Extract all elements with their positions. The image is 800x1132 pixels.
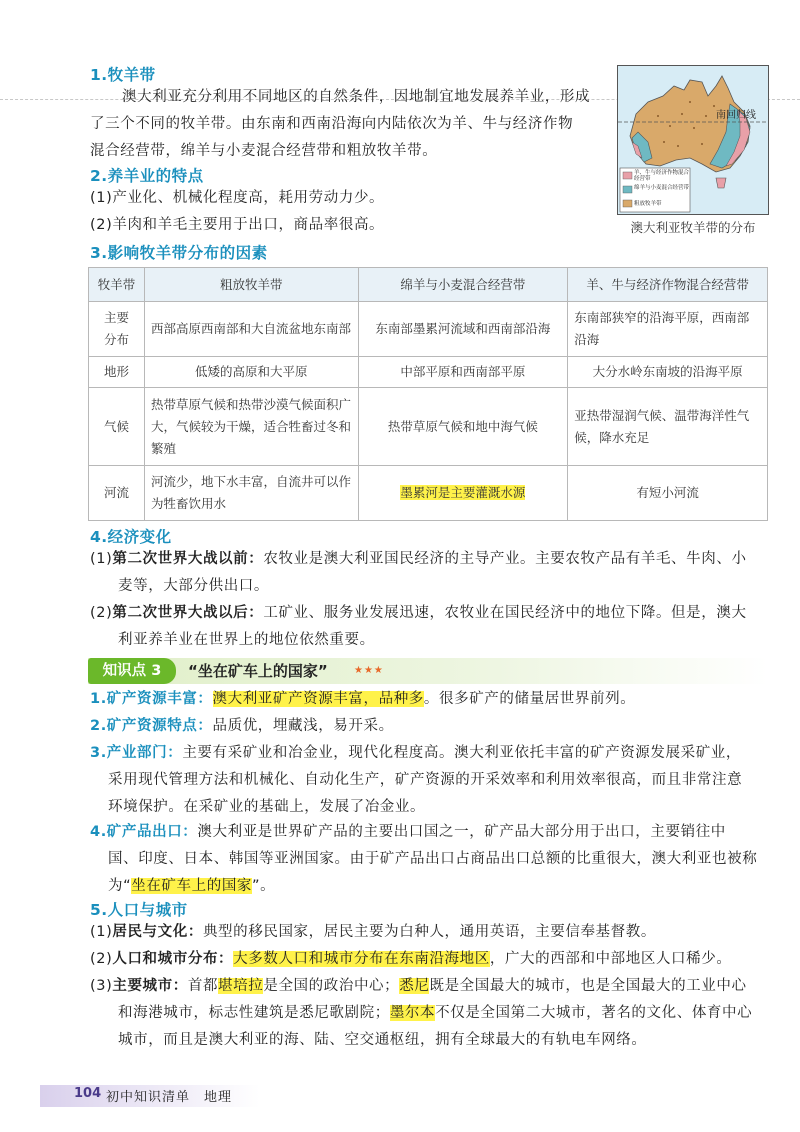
legend-item: 绵羊与小麦混合经营带	[634, 185, 690, 191]
item-text: 为“	[108, 878, 132, 894]
item-text: 不仅是全国第二大城市，著名的文化、体育中心	[435, 1005, 753, 1021]
list-item	[90, 919, 656, 946]
tasmania	[716, 178, 726, 188]
item-number: (1)	[90, 551, 113, 567]
item-text: 农牧业是澳大利亚国民经济的主导产业。主要农牧产品有羊毛、牛肉、小	[263, 551, 747, 567]
column-header: 粗放牧羊带	[144, 268, 358, 302]
item-text: 是全国的政治中心；	[263, 978, 400, 994]
item-label: 4.矿产品出口：	[90, 824, 198, 840]
list-item	[90, 546, 747, 573]
list-item-continued	[118, 1000, 752, 1027]
list-item-continued: 利亚养羊业在世界上的地位依然重要。	[118, 632, 375, 648]
knowledge-point-title: “坐在矿车上的国家”	[188, 662, 328, 680]
highlighted-text: 澳大利亚矿产资源丰富，品种多	[212, 691, 424, 707]
item-text: 首都	[187, 978, 219, 994]
page-number: 104	[74, 1086, 102, 1101]
knowledge-point-banner	[88, 658, 768, 684]
table-cell: 大分水岭东南坡的沿海平原	[568, 357, 768, 388]
knowledge-item	[90, 740, 741, 767]
list-item	[90, 946, 731, 973]
tropic-label: 南回归线	[716, 110, 756, 121]
item-number: (3)	[90, 978, 113, 994]
item-label: 2.矿产资源特点：	[90, 718, 213, 734]
item-number: (1)	[90, 924, 113, 940]
highlighted-text: 大多数人口和城市分布在东南沿海地区	[233, 951, 490, 967]
knowledge-item-continued: 国、印度、日本、韩国等亚洲国家。由于矿产品出口占商品出口总额的比重很大，澳大利亚也被称	[108, 851, 758, 867]
knowledge-item-continued: 环境保护。在采矿业的基础上，发展了冶金业。	[108, 799, 426, 815]
table-cell: 河流少，地下水丰富，自流井可以作为牲畜饮用水	[144, 466, 358, 521]
section-title: 5.人口与城市	[90, 901, 188, 919]
paragraph-line: 了三个不同的牧羊带。由东南和西南沿海向内陆依次为羊、牛与经济作物	[90, 116, 574, 132]
section-title: 2.养羊业的特点	[90, 167, 204, 185]
table-row	[89, 466, 768, 521]
item-label: 第二次世界大战以前：	[112, 551, 264, 567]
knowledge-point-tag: 知识点 3	[88, 658, 176, 684]
item-text: 既是全国最大的城市，也是全国最大的工业中心	[429, 978, 747, 994]
item-text: ”。	[252, 878, 276, 894]
table-row	[89, 388, 768, 466]
item-text: 品质优，埋藏浅，易开采。	[212, 718, 394, 734]
map-caption: 澳大利亚牧羊带的分布	[630, 220, 756, 235]
table-cell: 热带草原气候和地中海气候	[358, 388, 568, 466]
sheep-belt-table	[88, 267, 768, 521]
table-cell: 热带草原气候和热带沙漠气候面积广大，气候较为干燥，适合牲畜过冬和繁殖	[144, 388, 358, 466]
item-label: 人口和城市分布：	[112, 951, 234, 967]
item-number: (2)	[90, 605, 113, 621]
item-label: 第二次世界大战以后：	[112, 605, 264, 621]
table-cell: 东南部狭窄的沿海平原，西南部沿海	[568, 302, 768, 357]
table-header-row	[89, 268, 768, 302]
row-label	[89, 302, 145, 357]
australia-sheep-belt-map	[617, 65, 769, 215]
paragraph-line: 澳大利亚充分利用不同地区的自然条件，因地制宜地发展养羊业，形成	[122, 89, 591, 105]
list-item-continued: 城市，而且是澳大利亚的海、陆、空交通枢纽，拥有全球最大的有轨电车网络。	[118, 1032, 647, 1048]
list-item	[90, 600, 747, 627]
table-row	[89, 302, 768, 357]
section-title: 1.牧羊带	[90, 66, 156, 84]
column-header: 牧羊带	[89, 268, 145, 302]
item-text: 和海港城市，标志性建筑是悉尼歌剧院；	[118, 1005, 390, 1021]
knowledge-item	[90, 713, 394, 740]
list-item: (1)产业化、机械化程度高，耗用劳动力少。	[90, 190, 385, 206]
section-title: 3.影响牧羊带分布的因素	[90, 244, 268, 262]
row-label-line: 分布	[103, 332, 129, 347]
list-item-continued: 麦等，大部分供出口。	[118, 578, 269, 594]
column-header: 羊、牛与经济作物混合经营带	[568, 268, 768, 302]
item-text: 主要有采矿业和冶金业，现代化程度高。澳大利亚依托丰富的矿产资源发展采矿业，	[182, 745, 742, 761]
table-cell: 亚热带湿润气候、温带海洋性气候，降水充足	[568, 388, 768, 466]
row-label: 气候	[89, 388, 145, 466]
item-text: 工矿业、服务业发展迅速，农牧业在国民经济中的地位下降。但是，澳大	[263, 605, 747, 621]
list-item	[90, 973, 747, 1000]
item-label: 1.矿产资源丰富：	[90, 691, 213, 707]
row-label: 地形	[89, 357, 145, 388]
item-text: 澳大利亚是世界矿产品的主要出口国之一，矿产品大部分用于出口，主要销往中	[197, 824, 726, 840]
highlighted-text: 坐在矿车上的国家	[131, 878, 253, 894]
item-text: 。很多矿产的储量居世界前列。	[423, 691, 636, 707]
list-item: (2)羊肉和羊毛主要用于出口，商品率很高。	[90, 217, 385, 233]
table-cell: 东南部墨累河流域和西南部沿海	[358, 302, 568, 357]
table-cell: 有短小河流	[568, 466, 768, 521]
table-cell	[358, 466, 568, 521]
book-title: 初中知识清单 地理	[106, 1090, 233, 1105]
legend-item: 粗放牧羊带	[634, 201, 662, 207]
highlighted-text: 墨尔本	[389, 1005, 436, 1021]
difficulty-stars-icon: ★★★	[354, 665, 384, 676]
highlighted-text: 堪培拉	[218, 978, 264, 994]
section-title: 4.经济变化	[90, 528, 172, 546]
item-text: 典型的移民国家，居民主要为白种人，通用英语，主要信奉基督教。	[202, 924, 656, 940]
table-cell: 西部高原西南部和大自流盆地东南部	[144, 302, 358, 357]
knowledge-item-continued	[108, 873, 275, 900]
item-number: (2)	[90, 951, 113, 967]
highlighted-text: 悉尼	[399, 978, 430, 994]
row-label-line: 主要	[103, 310, 129, 325]
row-label: 河流	[89, 466, 145, 521]
table-cell: 低矮的高原和大平原	[144, 357, 358, 388]
highlighted-text: 墨累河是主要灌溉水源	[400, 485, 526, 500]
table-cell: 中部平原和西南部平原	[358, 357, 568, 388]
table-row	[89, 357, 768, 388]
legend-item: 羊、牛与经济作物混合经营带	[634, 170, 690, 182]
item-text: ，广大的西部和中部地区人口稀少。	[489, 951, 732, 967]
knowledge-item-continued: 采用现代管理方法和机械化、自动化生产，矿产资源的开采效率和利用效率很高，而且非常注意	[108, 772, 743, 788]
item-label: 居民与文化：	[112, 924, 203, 940]
paragraph-line: 混合经营带，绵羊与小麦混合经营带和粗放牧羊带。	[90, 143, 438, 159]
knowledge-item	[90, 686, 635, 713]
knowledge-item	[90, 819, 726, 846]
map-graphic	[618, 66, 768, 214]
column-header: 绵羊与小麦混合经营带	[358, 268, 568, 302]
item-label: 主要城市：	[112, 978, 188, 994]
item-label: 3.产业部门：	[90, 745, 183, 761]
